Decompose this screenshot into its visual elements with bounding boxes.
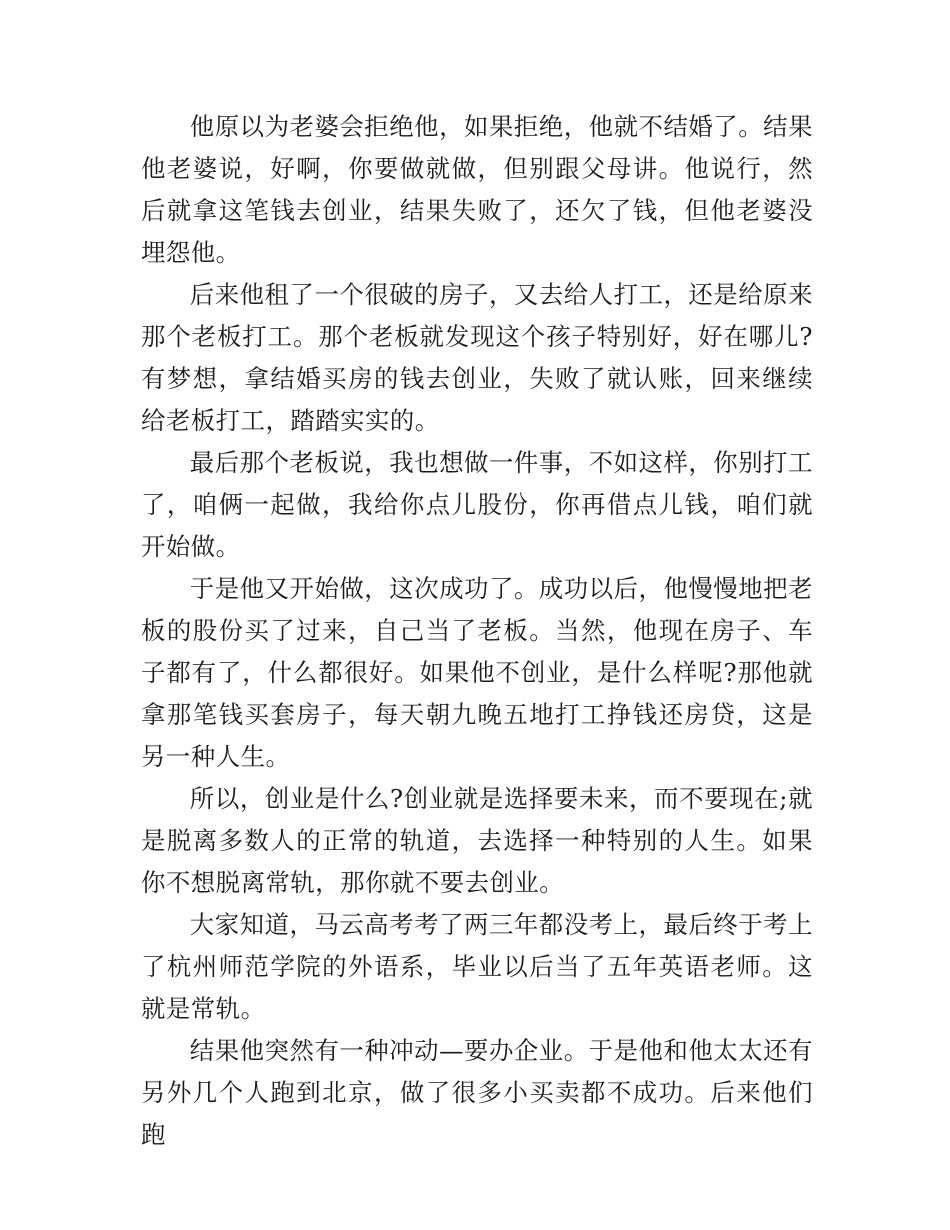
document-page <box>141 106 813 1156</box>
paragraph-4: 于是他又开始做，这次成功了。成功以后，他慢慢地把老板的股份买了过来，自己当了老板。当然，他现在房子、车子都有了，什么都很好。如果他不创业，是什么样呢?那他就拿那笔钱买套房子，每天朝九晚五地打工挣钱还房贷，这是另一种人生。 <box>141 574 813 771</box>
paragraph-7: 结果他突然有一种冲动—要办企业。于是他和他太太还有另外几个人跑到北京，做了很多小买卖都不成功。后来他们跑 <box>141 1036 813 1149</box>
paragraph-6: 大家知道，马云高考考了两三年都没考上，最后终于考上了杭州师范学院的外语系，毕业以后当了五年英语老师。这就是常轨。 <box>141 910 813 1023</box>
paragraph-2: 后来他租了一个很破的房子，又去给人打工，还是给原来那个老板打工。那个老板就发现这个孩子特别好，好在哪儿?有梦想，拿结婚买房的钱去创业，失败了就认账，回来继续给老板打工，踏踏实实的。 <box>141 280 813 435</box>
paragraph-5: 所以，创业是什么?创业就是选择要未来，而不要现在;就是脱离多数人的正常的轨道，去选择一种特别的人生。如果你不想脱离常轨，那你就不要去创业。 <box>141 784 813 897</box>
paragraph-3: 最后那个老板说，我也想做一件事，不如这样，你别打工了，咱俩一起做，我给你点儿股份，你再借点儿钱，咱们就开始做。 <box>141 448 813 561</box>
paragraph-1: 他原以为老婆会拒绝他，如果拒绝，他就不结婚了。结果他老婆说，好啊，你要做就做，但别跟父母讲。他说行，然后就拿这笔钱去创业，结果失败了，还欠了钱，但他老婆没埋怨他。 <box>141 112 813 267</box>
